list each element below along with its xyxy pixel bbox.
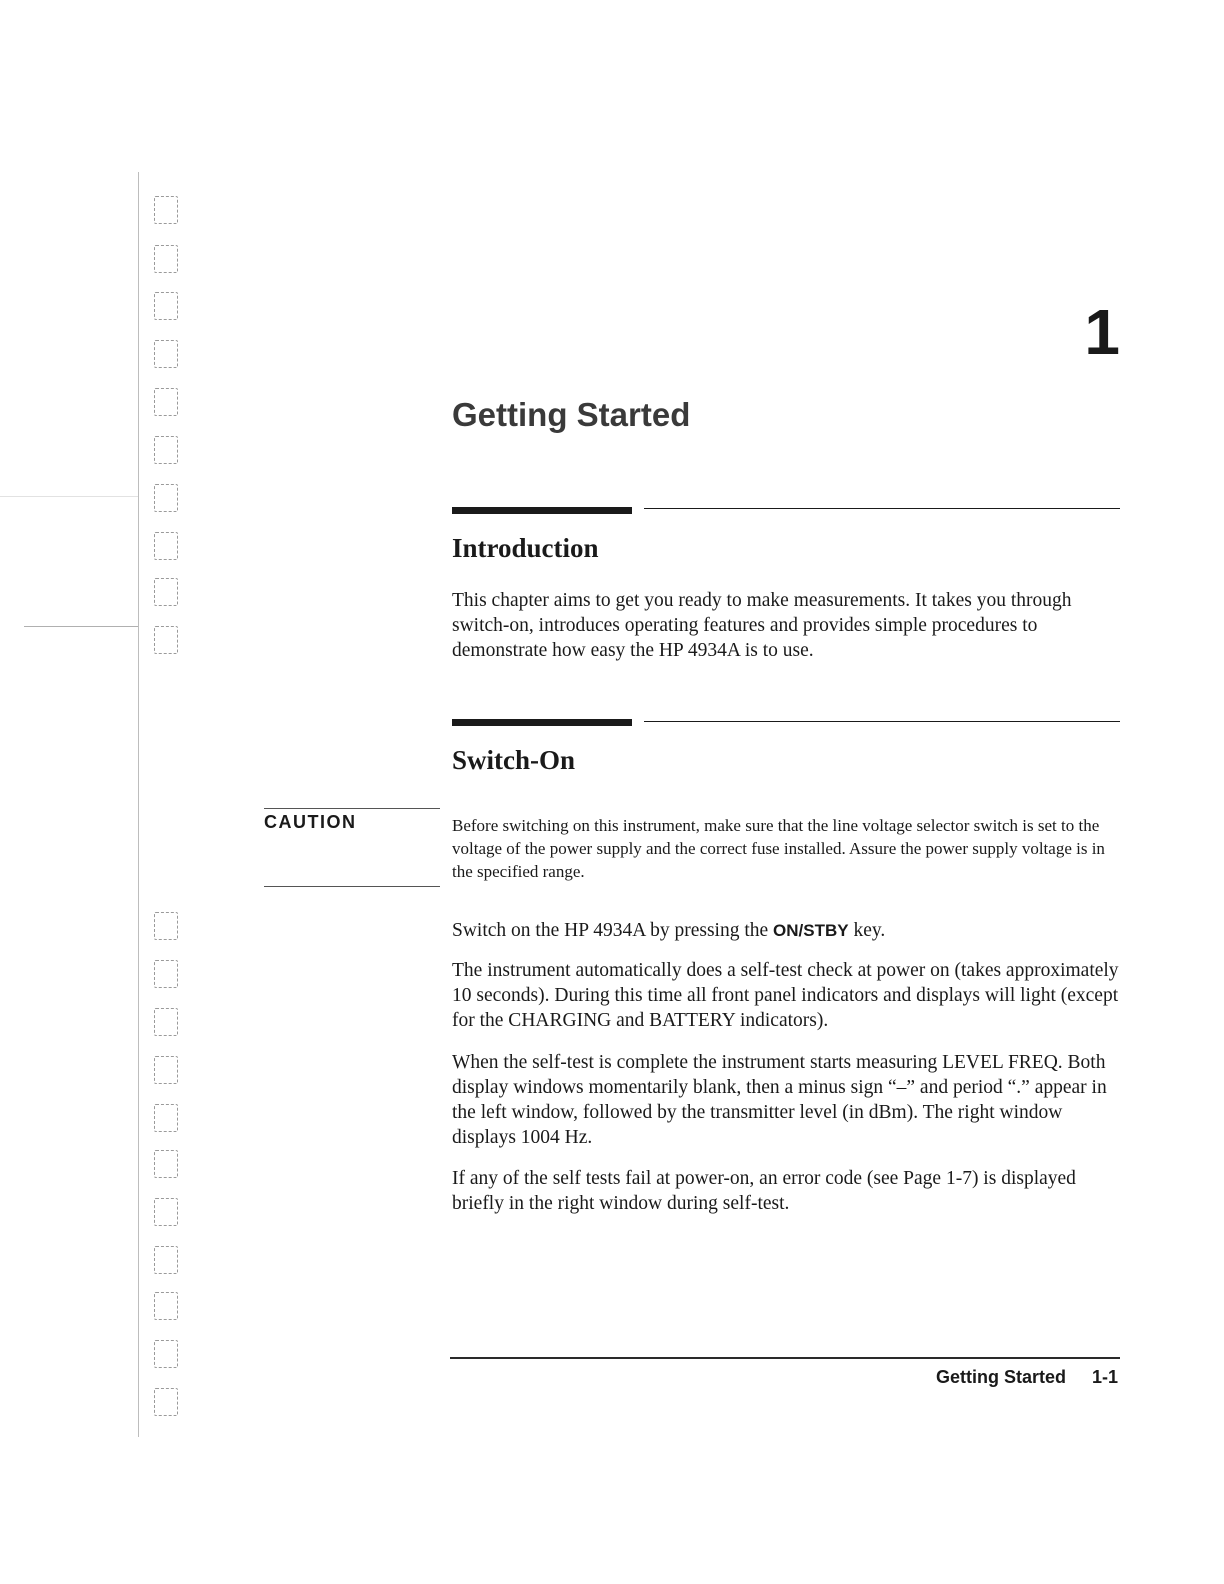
binder-hole	[154, 340, 178, 368]
chapter-title: Getting Started	[452, 396, 691, 433]
footer-rule	[450, 1357, 1120, 1359]
binder-hole	[154, 484, 178, 512]
error-code-paragraph: If any of the self tests fail at power-on, an error code (see Page 1-7) is displayed briefly in the right window during self-test.	[452, 1168, 1076, 1214]
binder-hole	[154, 1056, 178, 1084]
caution-label: CAUTION	[264, 812, 357, 832]
binder-hole	[154, 1292, 178, 1320]
binder-hole	[154, 532, 178, 560]
section-rule-thick	[452, 719, 632, 726]
binder-hole	[154, 436, 178, 464]
binder-hole	[154, 245, 178, 273]
switch-on-heading: Switch-On	[452, 745, 576, 775]
section-rule-thick	[452, 507, 632, 514]
measuring-paragraph: When the self-test is complete the instrument starts measuring LEVEL FREQ. Both display windows momentarily blank, then a minus sign “–” and period “.” appear in the left window, followed by the transmitter level (in dBm). The right window displays 1004 Hz.	[452, 1052, 1107, 1148]
binder-hole	[154, 960, 178, 988]
footer-section-title: Getting Started	[935, 1367, 1066, 1387]
chapter-number: 1	[1084, 296, 1120, 368]
instruction-text: Switch on the HP 4934A by pressing the	[452, 920, 769, 941]
binder-hole	[154, 578, 178, 606]
binder-hole	[154, 1246, 178, 1274]
binder-hole	[154, 1388, 178, 1416]
switch-on-instruction	[452, 918, 1122, 943]
binder-hole	[154, 292, 178, 320]
section-rule-thin	[644, 508, 1120, 509]
binder-hole	[154, 1104, 178, 1132]
introduction-heading: Introduction	[452, 533, 599, 563]
binder-hole	[154, 1008, 178, 1036]
binder-hole	[154, 912, 178, 940]
binder-hole	[154, 626, 178, 654]
binder-hole	[154, 196, 178, 224]
binder-hole	[154, 1340, 178, 1368]
binder-tick	[24, 626, 138, 627]
on-stby-key-label: ON/STBY	[773, 921, 849, 940]
caution-rule-bottom	[264, 886, 440, 887]
binder-hole	[154, 1150, 178, 1178]
caution-rule-top	[264, 808, 440, 809]
self-test-paragraph: The instrument automatically does a self-test check at power on (takes approximately 10 seconds). During this time all front panel indicators and displays will light (except for the CHARGING and BATTERY indicators).	[452, 960, 1119, 1031]
binder-hole	[154, 388, 178, 416]
page-number: 1-1	[1091, 1367, 1118, 1387]
section-rule-thin	[644, 721, 1120, 722]
introduction-paragraph: This chapter aims to get you ready to make measurements. It takes you through switch-on, introduces operating features and provides simple procedures to demonstrate how easy the HP 4934A is to use.	[452, 590, 1072, 661]
page-footer	[900, 1367, 1118, 1388]
binder-margin-line	[138, 172, 139, 1437]
binder-tick	[0, 496, 138, 497]
instruction-text: key.	[853, 920, 886, 941]
binder-hole	[154, 1198, 178, 1226]
caution-text: Before switching on this instrument, make sure that the line voltage selector switch is set to the voltage of the power supply and the correct fuse installed. Assure the power supply voltage is in the specified range.	[452, 816, 1105, 881]
